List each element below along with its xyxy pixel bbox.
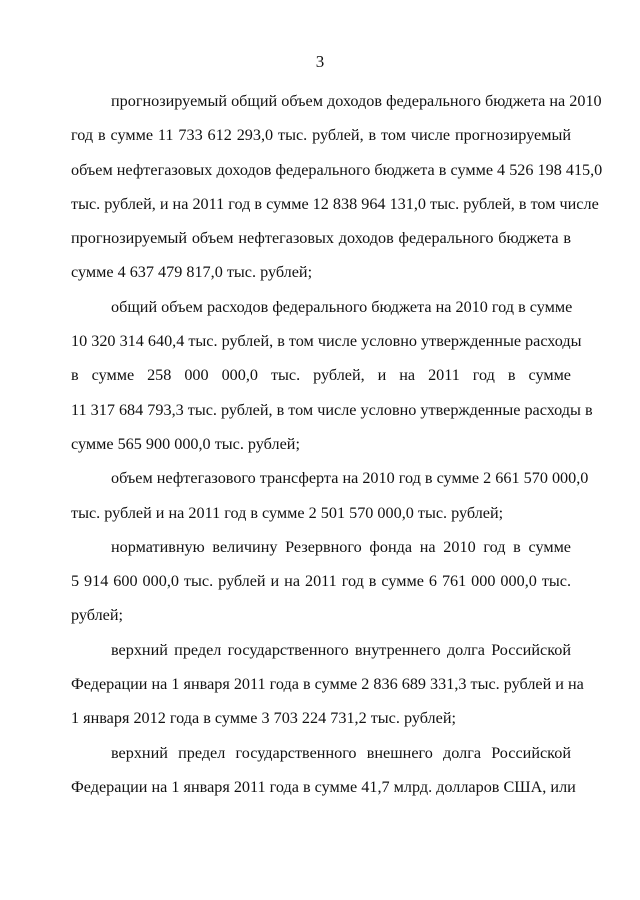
text-line: Федерации на 1 января 2011 года в сумме 41,7 млрд. долларов США, или — [71, 777, 576, 796]
text-line: сумме 4 637 479 817,0 тыс. рублей; — [71, 263, 313, 282]
text-line: прогнозируемый объем нефтегазовых доходов федерального бюджета в — [71, 229, 571, 248]
page-number: 3 — [315, 52, 325, 71]
text-line: прогнозируемый общий объем доходов федерального бюджета на 2010 — [111, 92, 602, 110]
paragraph-revenues — [71, 84, 603, 290]
paragraph-oil-gas-transfer — [71, 461, 589, 530]
text-line: 1 января 2012 года в сумме 3 703 224 731,2 тыс. рублей; — [71, 709, 456, 728]
text-line: 11 317 684 793,3 тыс. рублей, в том числе условно утвержденные расходы в — [71, 400, 593, 419]
text-line: сумме 565 900 000,0 тыс. рублей; — [71, 434, 300, 453]
paragraph-expenditures — [71, 290, 593, 461]
text-line: объем нефтегазовых доходов федерального бюджета в сумме 4 526 198 415,0 — [71, 160, 603, 179]
text-line: 5 914 600 000,0 тыс. рублей и на 2011 год в сумме 6 761 000 000,0 тыс. — [71, 572, 571, 591]
text-line: тыс. рублей и на 2011 год в сумме 2 501 570 000,0 тыс. рублей; — [71, 503, 504, 522]
text-line: тыс. рублей, и на 2011 год в сумме 12 838 964 131,0 тыс. рублей, в том числе — [71, 194, 599, 213]
text-line: в сумме 258 000 000,0 тыс. рублей, и на 2011 год в сумме — [71, 366, 571, 385]
text-line: рублей; — [71, 606, 124, 625]
paragraph-reserve-fund — [71, 530, 571, 633]
text-line: верхний предел государственного внутреннего долга Российской — [111, 640, 571, 659]
text-line: общий объем расходов федерального бюджета на 2010 год в сумме — [111, 297, 573, 316]
text-line: верхний предел государственного внешнего долга Российской — [111, 743, 571, 762]
text-line: год в сумме 11 733 612 293,0 тыс. рублей, в том числе прогнозируемый — [71, 126, 571, 145]
paragraph-internal-debt — [71, 633, 584, 736]
text-line: нормативную величину Резервного фонда на 2010 год в сумме — [111, 537, 571, 556]
text-line: объем нефтегазового трансферта на 2010 год в сумме 2 661 570 000,0 — [111, 469, 589, 488]
document-body — [71, 84, 603, 804]
text-line: Федерации на 1 января 2011 года в сумме 2 836 689 331,3 тыс. рублей и на — [71, 675, 584, 694]
paragraph-external-debt — [71, 736, 576, 805]
text-line: 10 320 314 640,4 тыс. рублей, в том числе условно утвержденные расходы — [71, 332, 582, 351]
